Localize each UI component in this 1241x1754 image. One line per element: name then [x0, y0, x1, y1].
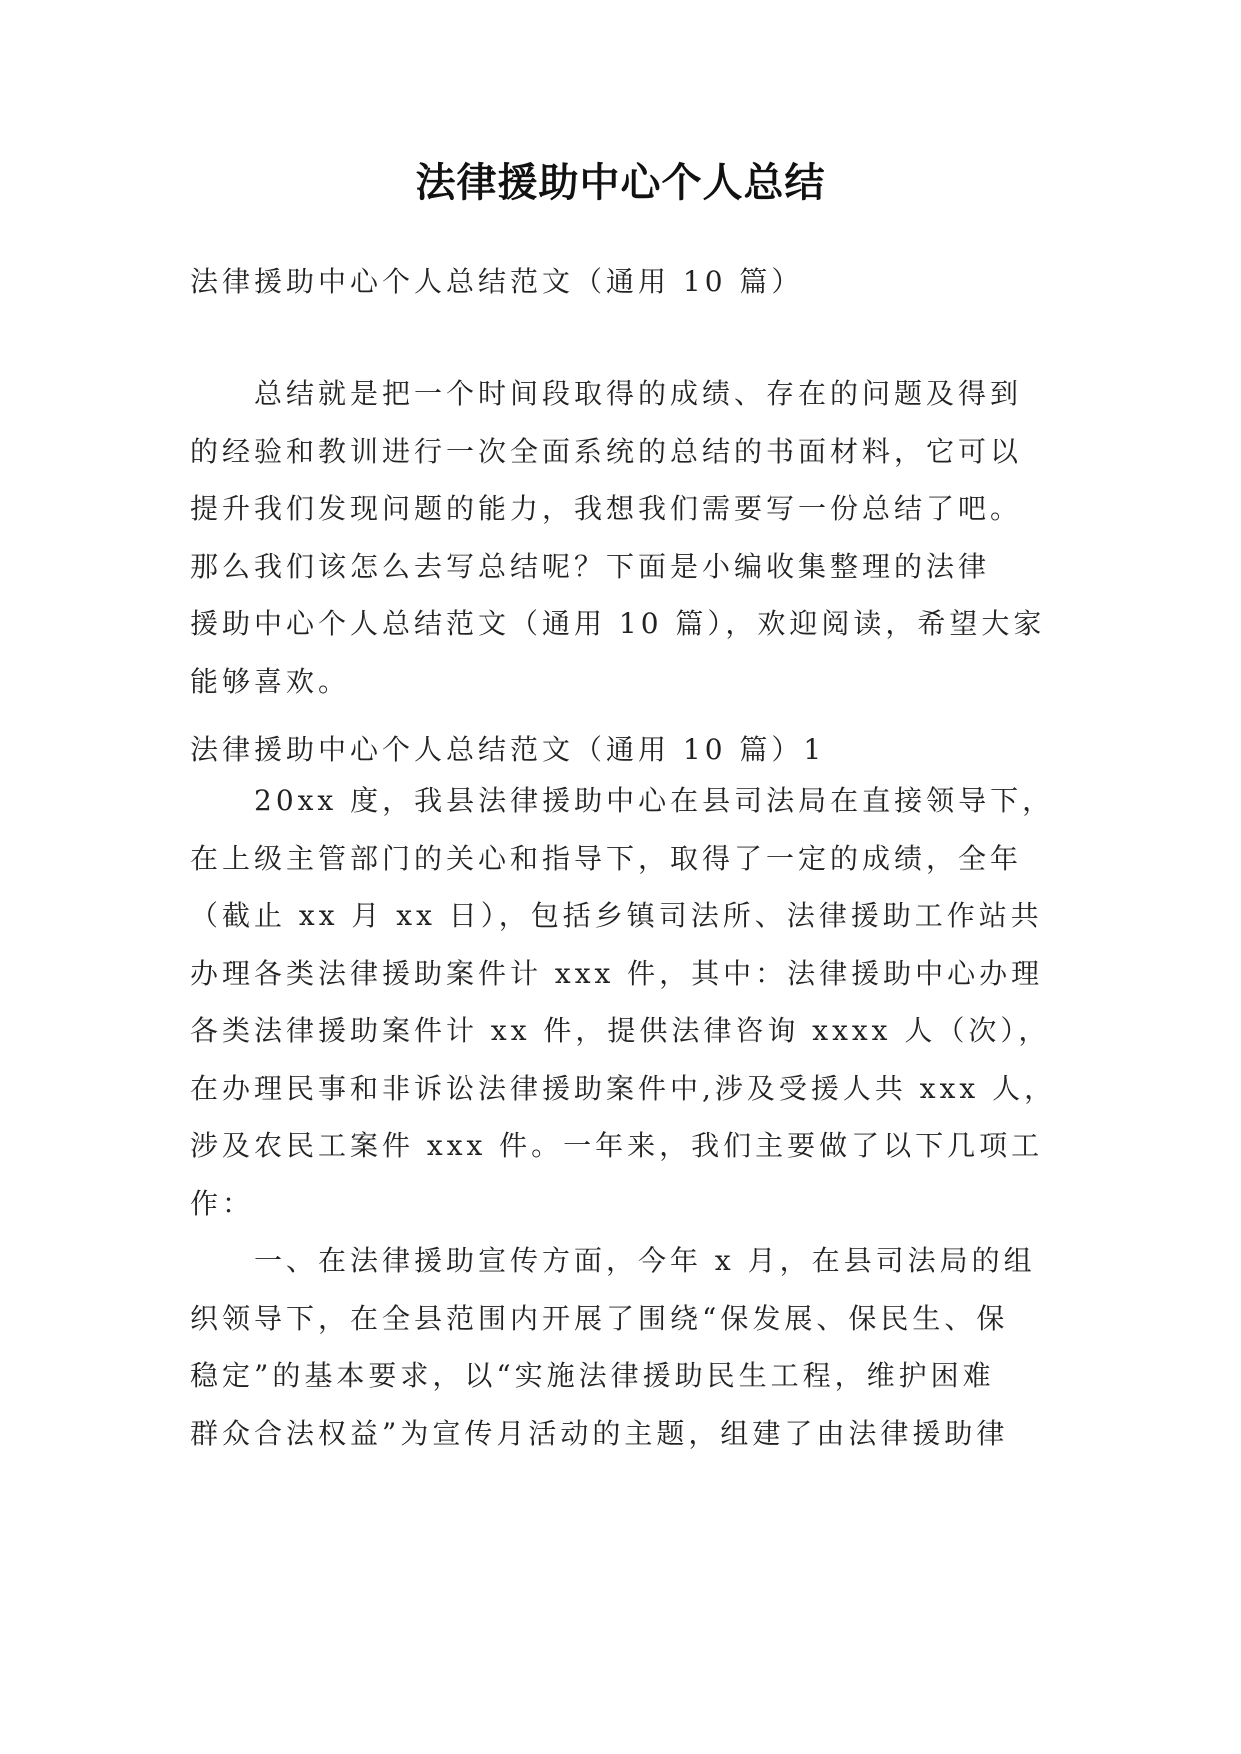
- intro-line: 总结就是把一个时间段取得的成绩、存在的问题及得到: [254, 377, 1023, 410]
- body-line: 一、在法律援助宣传方面，今年 x 月，在县司法局的组: [254, 1244, 1036, 1277]
- intro-line: 能够喜欢。: [190, 664, 351, 698]
- section-heading: 法律援助中心个人总结范文（通用 10 篇）1: [190, 733, 826, 766]
- body-line: 群众合法权益”为宣传月活动的主题，组建了由法律援助律: [190, 1416, 1009, 1450]
- intro-line: 那么我们该怎么去写总结呢？下面是小编收集整理的法律: [190, 549, 991, 583]
- intro-line: 援助中心个人总结范文（通用 10 篇），欢迎阅读，希望大家: [190, 607, 1046, 640]
- body-line: 织领导下，在全县范围内开展了围绕“保发展、保民生、保: [190, 1301, 1009, 1335]
- document-subtitle: 法律援助中心个人总结范文（通用 10 篇）: [190, 265, 804, 298]
- document-title: 法律援助中心个人总结: [415, 160, 826, 206]
- intro-line: 的经验和教训进行一次全面系统的总结的书面材料，它可以: [190, 434, 1023, 468]
- body-line: 在上级主管部门的关心和指导下，取得了一定的成绩，全年: [190, 841, 1023, 875]
- body-line: 涉及农民工案件 xxx 件。一年来，我们主要做了以下几项工: [190, 1129, 1044, 1162]
- intro-line: 提升我们发现问题的能力，我想我们需要写一份总结了吧。: [190, 492, 1023, 525]
- intro-paragraph: [190, 365, 1070, 710]
- body-line: 20xx 度，我县法律援助中心在县司法局在直接领导下，: [254, 784, 1055, 817]
- body-line: （截止 xx 月 xx 日），包括乡镇司法所、法律援助工作站共: [190, 899, 1043, 932]
- body-paragraph: [190, 772, 1070, 1462]
- body-line: 稳定”的基本要求，以“实施法律援助民生工程，维护困难: [190, 1359, 995, 1392]
- body-line: 各类法律援助案件计 xx 件，提供法律咨询 xxxx 人（次），: [190, 1014, 1051, 1047]
- body-line: 在办理民事和非诉讼法律援助案件中,涉及受援人共 xxx 人，: [190, 1071, 1057, 1105]
- body-line: 作：: [190, 1186, 255, 1220]
- body-line: 办理各类法律援助案件计 xxx 件，其中：法律援助中心办理: [190, 956, 1044, 990]
